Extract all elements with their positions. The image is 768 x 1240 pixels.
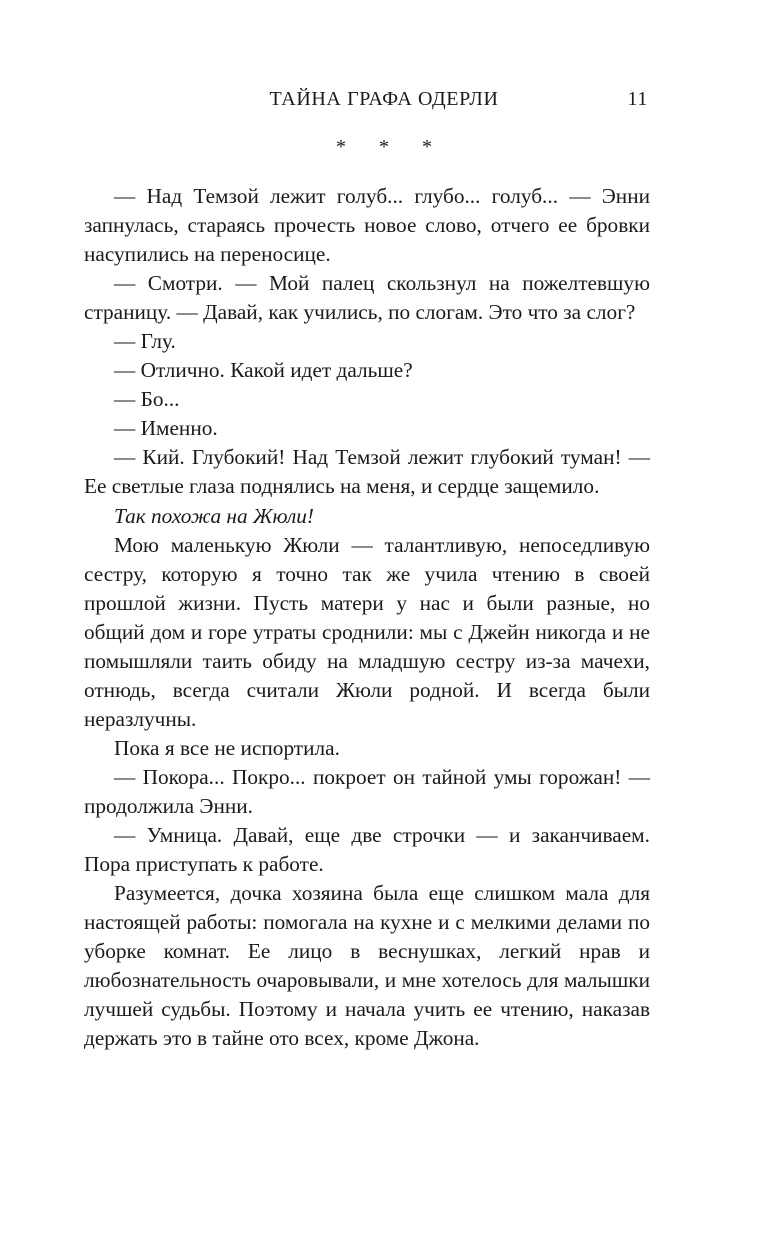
paragraph: Пока я все не испортила.	[114, 735, 340, 760]
paragraph: — Глу.	[114, 329, 176, 354]
paragraph: — Кий. Глубокий! Над Темзой лежит глубокий туман! — Ее светлые глаза поднялись на меня, и сердце защемило.	[84, 445, 650, 499]
section-separator: * * *	[336, 136, 446, 158]
running-title: ТАЙНА ГРАФА ОДЕРЛИ	[269, 88, 499, 110]
running-head	[0, 88, 768, 114]
body-text	[84, 182, 650, 1053]
paragraph: — Над Темзой лежит голуб... глубо... голуб... — Энни запнулась, стараясь прочесть новое слово, отчего ее бровки насупились на переносице.	[84, 184, 650, 267]
paragraph: Мою маленькую Жюли — талантливую, непоседливую сестру, которую я точно так же учила чтению в своей прошлой жизни. Пусть матери у нас и были разные, но общий дом и горе утраты сроднили: мы с Джейн никогда и не помышляли таить обиду на младшую сестру из-за мачехи, отнюдь, всегда считали Жюли родной. И всегда были неразлучны.	[84, 532, 650, 731]
paragraph: — Бо...	[114, 387, 180, 412]
paragraph: — Отлично. Какой идет дальше?	[114, 358, 413, 383]
paragraph: Разумеется, дочка хозяина была еще слишком мала для настоящей работы: помогала на кухне и с мелкими делами по уборке комнат. Ее лицо в веснушках, легкий нрав и любознательность очаровывали, и мне хотелось для малышки лучшей судьбы. Поэтому и начала учить ее чтению, наказав держать это в тайне ото всех, кроме Джона.	[84, 881, 650, 1051]
paragraph: — Именно.	[114, 416, 218, 441]
paragraph: — Смотри. — Мой палец скользнул на пожелтевшую страницу. — Давай, как учились, по слогам. Это что за слог?	[84, 271, 650, 325]
paragraph: — Умница. Давай, еще две строчки — и заканчиваем. Пора приступать к работе.	[84, 823, 650, 877]
paragraph: — Покора... Покро... покроет он тайной умы горожан! — продолжила Энни.	[84, 764, 650, 818]
italic-paragraph: Так похожа на Жюли!	[114, 503, 314, 528]
page-number: 11	[627, 88, 648, 110]
